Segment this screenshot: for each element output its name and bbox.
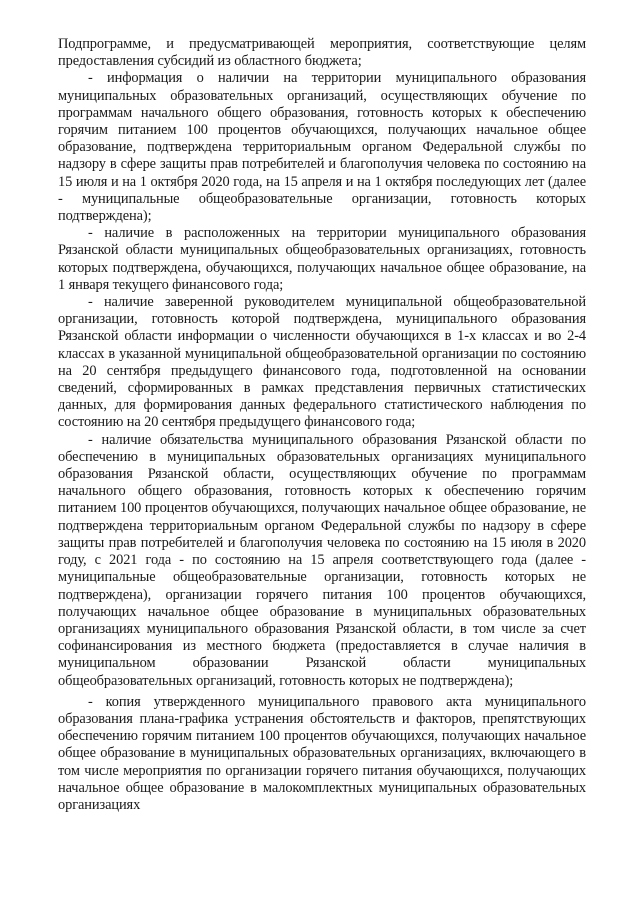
paragraph-certified-information: - наличие заверенной руководителем муниципальной общеобразовательной организации, готовность которой подтверждена, муниципального образования Рязанской области информации о численности обучающихся в 1-х классах и во 2-4 классах в указанной муниципальной общеобразовательной организации по состоянию на 20 сентября предыдущего финансового года, подготовленной на основании сведений, сформированных в рамках представления первичных статистических данных, для формирования данных федерального статистического наблюдения по состоянию на 20 сентября предыдущего финансового года; — [58, 294, 586, 431]
paragraph-continuation: Подпрограмме, и предусматривающей мероприятия, соответствующие целям предоставления субсидий из областного бюджета; — [58, 36, 586, 70]
paragraph-municipal-obligation: - наличие обязательства муниципального образования Рязанской области по обеспечению в муниципальных образовательных организациях муниципального образования Рязанской области, осуществляющих обучение по программам начального общего образования, готовность которых к обеспечению горячим питанием 100 процентов обучающихся, получающих начальное общее образование, не подтверждена территориальным органом Федеральной службы по надзору в сфере защиты прав потребителей и благополучия человека по состоянию на 15 июля в 2020 году, с 2021 года - по состоянию на 15 апреля соответствующего года (далее - муниципальные общеобразовательные организации, готовность которых не подтверждена), организации горячего питания 100 процентов обучающихся, получающих начальное общее образование в муниципальных образовательных организациях муниципального образования Рязанской области, в том числе за счет софинансирования из местного бюджета (предоставляется в случае наличия в муниципальном образовании Рязанской области муниципальных общеобразовательных организаций, готовность которых не подтверждена); — [58, 431, 586, 689]
paragraph-info-organizations: - информация о наличии на территории муниципального образования муниципальных образовательных организаций, осуществляющих обучение по программам начального общего образования, готовность которых к обеспечению горячим питанием 100 процентов обучающихся, получающих начальное общее образование, подтверждена территориальным органом Федеральной службы по надзору в сфере защиты прав потребителей и благополучия человека по состоянию на 15 июля и на 1 октября 2020 года, на 15 апреля и на 1 октября последующих лет (далее - муниципальные общеобразовательные организации, готовность которых подтверждена); — [58, 70, 586, 225]
paragraph-students-presence: - наличие в расположенных на территории муниципального образования Рязанской области муниципальных общеобразовательных организациях, готовность которых подтверждена, обучающихся, получающих начальное общее образование, на 1 января текущего финансового года; — [58, 225, 586, 293]
document-page — [58, 36, 586, 814]
paragraph-legal-act-copy: - копия утвержденного муниципального правового акта муниципального образования плана-графика устранения обстоятельств и факторов, препятствующих обеспечению горячим питанием 100 процентов обучающихся, получающих начальное общее образование в муниципальных образовательных организациях, включающего в том числе мероприятия по организации горячего питания обучающихся, получающих начальное общее образование в малокомплектных муниципальных образовательных организациях — [58, 693, 586, 813]
